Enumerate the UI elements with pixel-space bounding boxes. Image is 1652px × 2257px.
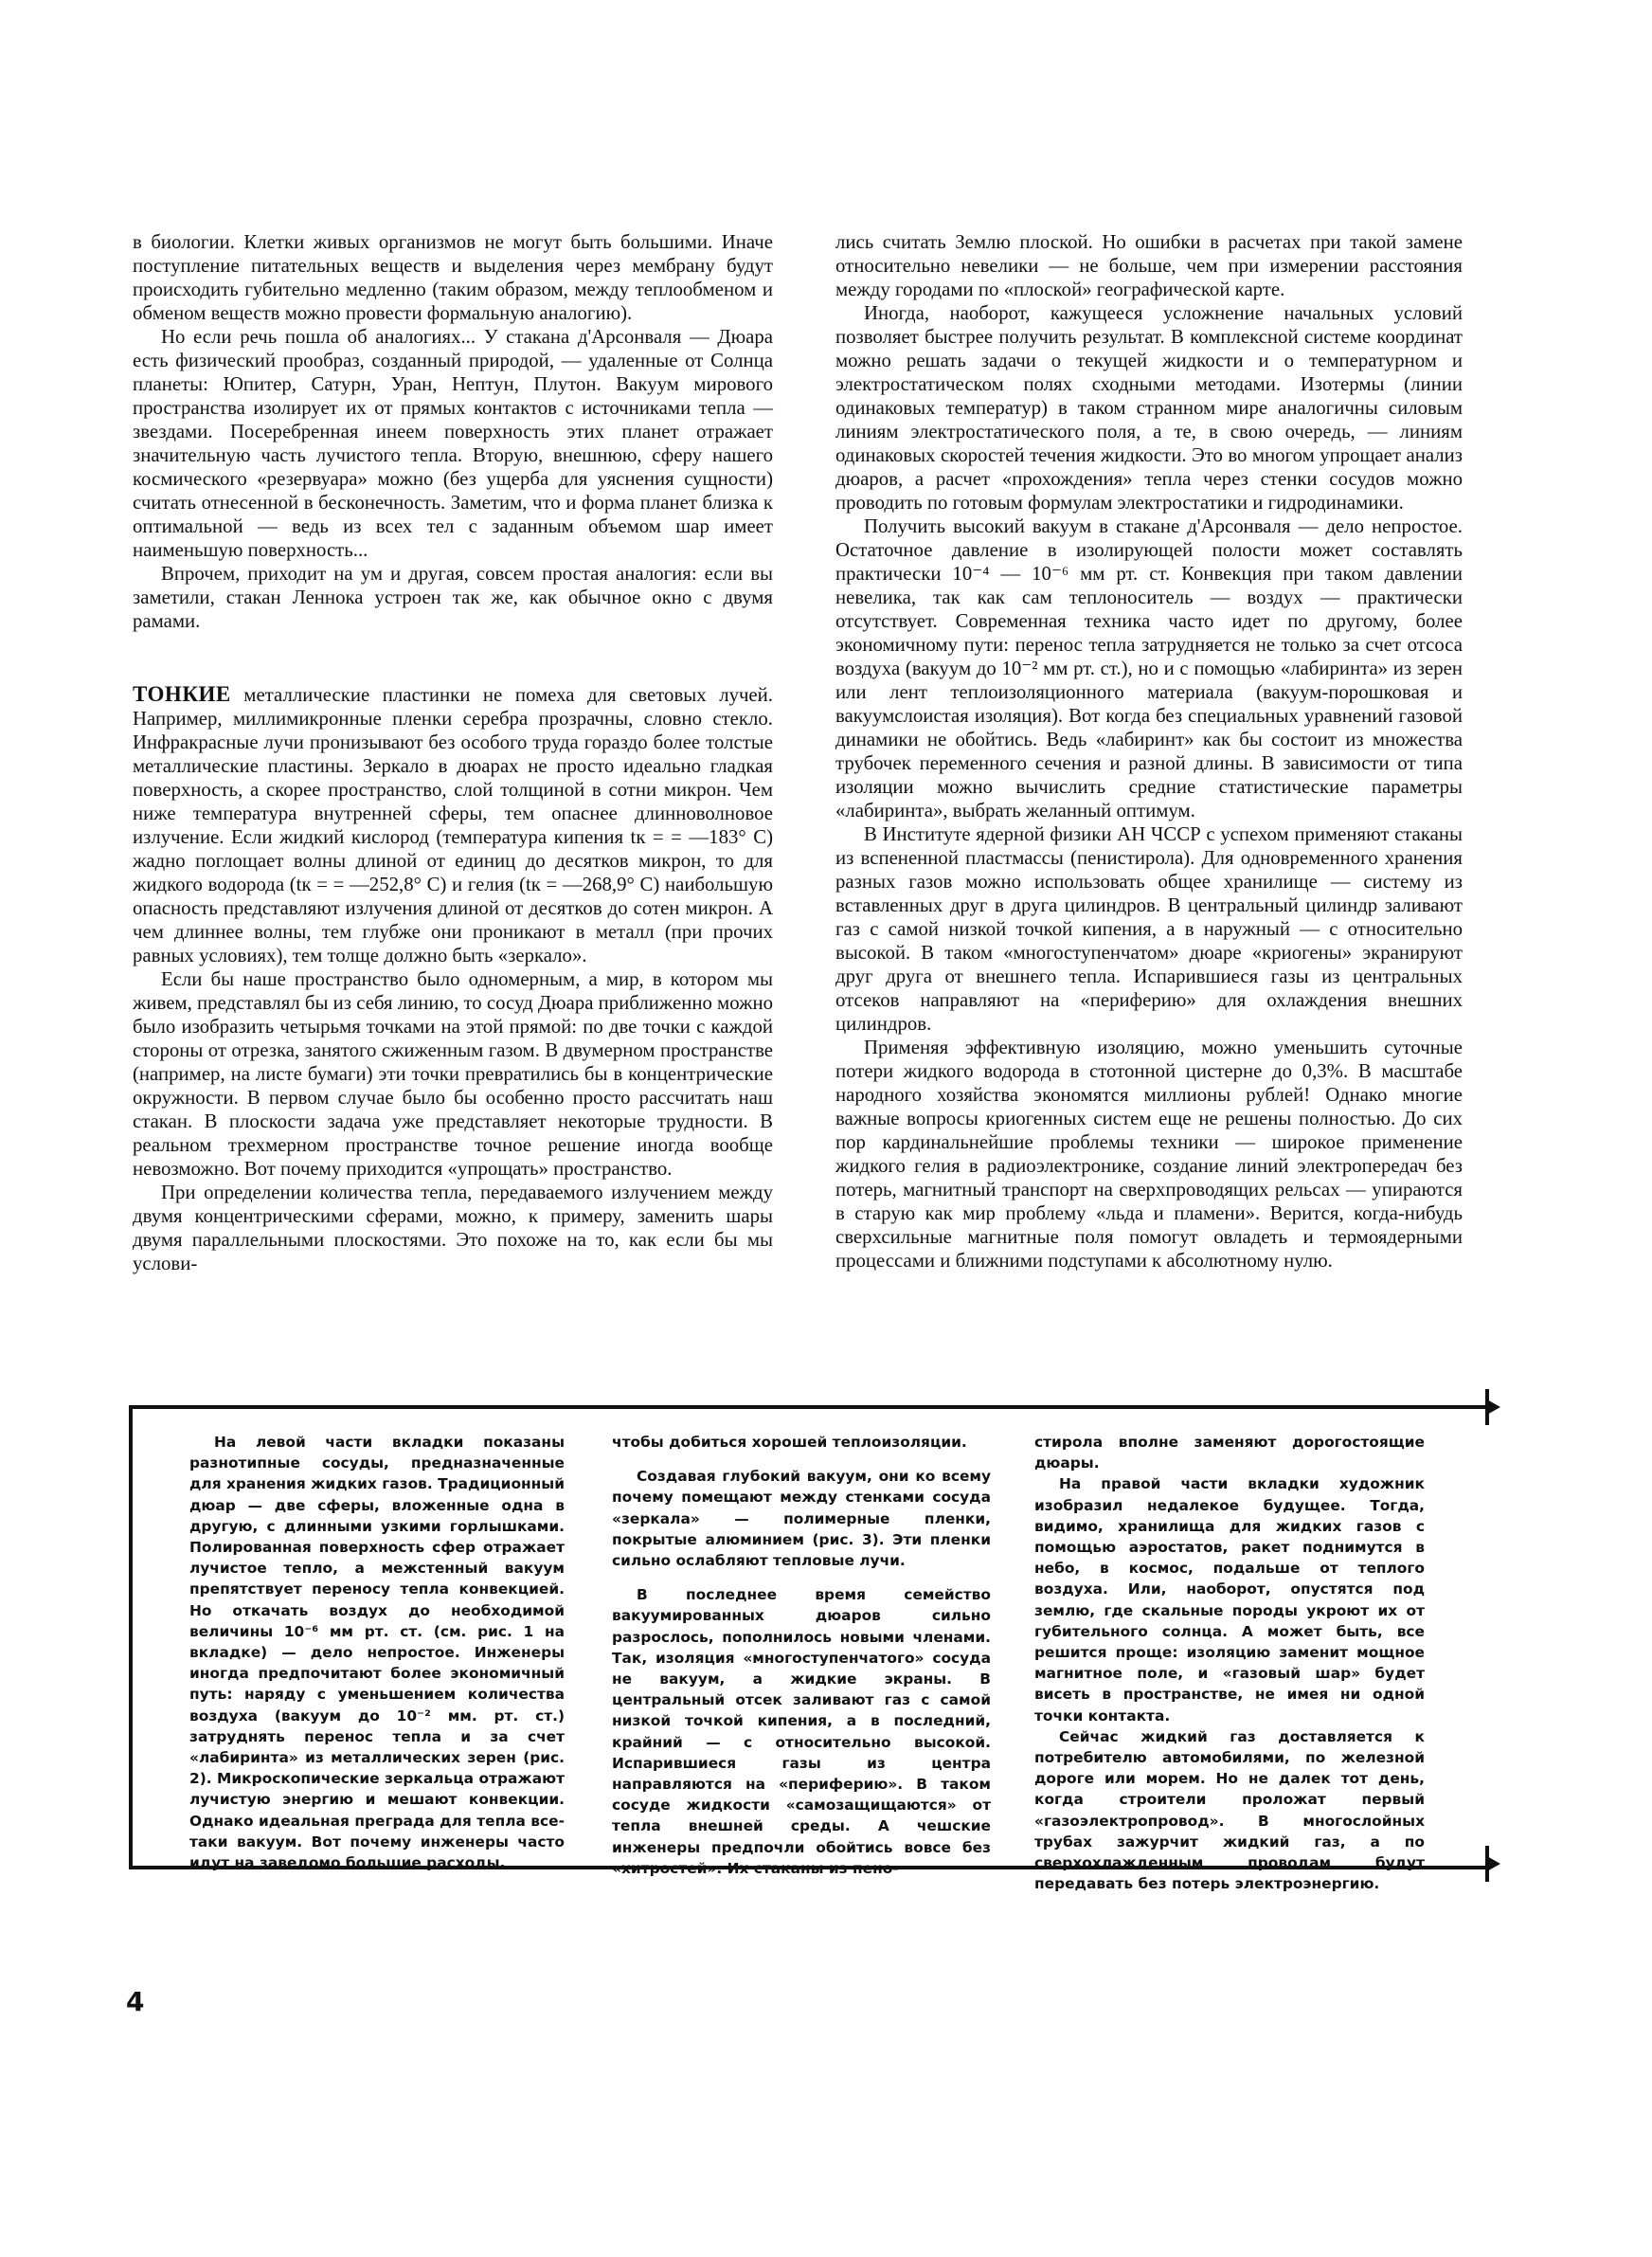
article-column-left bbox=[133, 230, 773, 1275]
section-lead-paragraph bbox=[133, 682, 773, 967]
paragraph: Применяя эффективную изоляцию, можно уменьшить суточные потери жидкого водорода в стотонной цистерне до 0,3%. В масштабе народного хозяйства экономятся миллионы рублей! Однако многие важные вопросы криогенных систем еще не решены полностью. До сих пор кардинальнейшие проблемы техники — широкое применение жидкого гелия в радиоэлектронике, создание линий электропередач без потерь, магнитный транспорт на сверхпроводящих рельсах — упираются в старую как мир проблему «льда и пламени». Верится, когда-нибудь сверхсильные магнитные поля помогут овладеть и термоядерными процессами и ближними подступами к абсолютному нулю. bbox=[835, 1037, 1463, 1272]
paragraph: Но если речь пошла об аналогиях... У стакана д'Арсонваля — Дюара есть физический прообраз, созданный природой, — удаленные от Солнца планеты: Юпитер, Сатурн, Уран, Нептун, Плутон. Вакуум мирового пространства изолирует их от прямых контактов с источниками тепла — звездами. Посеребренная инеем поверхность этих планет отражает значительную часть лучистого тепла. Вторую, внешнюю, сферу нашего космического «резервуара» можно (без ущерба для уяснения сущности) считать отнесенной в бесконечность. Заметим, что и форма планет близка к оптимальной — ведь из всех тел с заданным объемом шар имеет наименьшую поверхность... bbox=[133, 326, 773, 561]
inset-paragraph: В последнее время семейство вакуумированных дюаров сильно разрослось, пополнилось новыми членами. Так, изоляция «многоступенчатого» сосуда не вакуум, а жидкие экраны. В центральный отсек заливают газ с самой низкой точкой кипения, а в последний, крайний — с относительно высокой. Испарившиеся газы из центра направляются на «периферию». В таком сосуде жидкости «самозащищаются» от тепла внешней среды. А чешские инженеры предпочли обойтись вовсе без «хитростей». Их стаканы из пено- bbox=[612, 1586, 991, 1877]
inset-column-1 bbox=[189, 1432, 565, 1873]
paragraph: Иногда, наоборот, кажущееся усложнение начальных условий позволяет быстрее получить результат. В комплексной системе координат можно решать задачи о текущей жидкости и о температурном и электростатическом полях сходными методами. Изотермы (линии одинаковых температур) в таком странном мире аналогичны силовым линиям электростатического поля, а те, в свою очередь, — линиям одинаковых скоростей течения жидкости. Это во многом упрощает анализ дюаров, а расчет «прохождения» тепла через стенки сосудов можно проводить по готовым формулам электростатики и гидродинамики. bbox=[835, 302, 1463, 514]
paragraph: в биологии. Клетки живых организмов не могут быть большими. Иначе поступление питательных веществ и выделения через мембрану будут происходить губительно медленно (таким образом, между теплообменом и обменом веществ можно провести формальную аналогию). bbox=[133, 231, 773, 324]
arrow-right-icon bbox=[1485, 1399, 1500, 1416]
inset-column-3 bbox=[1034, 1432, 1425, 1894]
paragraph: Впрочем, приходит на ум и другая, совсем простая аналогия: если вы заметили, стакан Леннока устроен так же, как обычное окно с двумя рамами. bbox=[133, 563, 773, 632]
inset-paragraph: На правой части вкладки художник изобразил недалекое будущее. Тогда, видимо, хранилища для жидких газов с помощью аэростатов, ракет поднимутся в небо, в космос, подальше от теплого воздуха. Или, наоборот, опустятся под землю, где скальные породы укроют их от губительного солнца. А может быть, все решится проще: изоляцию заменит мощное магнитное поле, и «газовый шар» будет висеть в пространстве, не имея ни одной точки контакта. bbox=[1034, 1475, 1425, 1724]
inset-column-2 bbox=[612, 1432, 991, 1879]
paragraph: Если бы наше пространство было одномерным, а мир, в котором мы живем, представлял бы из себя линию, то сосуд Дюара приближенно можно было изобразить четырьмя точками на этой прямой: по две точки с каждой стороны от отрезка, занятого сжиженным газом. В двумерном пространстве (например, на листе бумаги) эти точки превратились бы в концентрические окружности. В первом случае было бы особенно просто рассчитать наш стакан. В плоскости задача уже представляет некоторые трудности. В реальном трехмерном пространстве точное решение иногда вообще невозможно. Вот почему приходится «упрощать» пространство. bbox=[133, 968, 773, 1180]
paragraph: Получить высокий вакуум в стакане д'Арсонваля — дело непростое. Остаточное давление в изолирующей полости может составлять практически 10⁻⁴ — 10⁻⁶ мм рт. ст. Конвекция при таком давлении невелика, так как сам теплоноситель — воздух — практически отсутствует. Современная техника часто идет по другому, более экономичному пути: перенос тепла затрудняется не только за счет отсоса воздуха (вакуум до 10⁻² мм рт. ст.), но и с помощью «лабиринта» из зерен или лент теплоизоляционного материала (вакуум-порошковая и вакуумслоистая изоляция). Вот когда без специальных уравнений газовой динамики не обойтись. Ведь «лабиринт» как бы состоит из множества трубочек переменного сечения и разной длины. В зависимости от типа изоляции можно вычислить средние статистические параметры «лабиринта», выбрать желанный оптимум. bbox=[835, 515, 1463, 822]
inset-paragraph: чтобы добиться хорошей теплоизоляции. bbox=[612, 1434, 967, 1451]
page-number: 4 bbox=[126, 1986, 145, 2017]
lead-paragraph-text: металлические пластинки не помеха для световых лучей. Например, миллимикронные пленки серебра прозрачны, словно стекло. Инфракрасные лучи пронизывают без особого труда гораздо более толстые металлические пластины. Зеркало в дюарах не просто идеально гладкая поверхность, а скорее пространство, слой толщиной в сотни микрон. Чем ниже температура внутренней сферы, тем опаснее длинноволновое излучение. Если жидкий кислород (температура кипения tк = = —183° С) жадно поглощает волны длиной от единиц до десятков микрон, то для жидкого водорода (tк = = —252,8° С) и гелия (tк = —268,9° С) наибольшую опасность представляют излучения длиной от десятков до сотен микрон. А чем длиннее волны, тем глубже они проникают в металл (при прочих равных условиях), тем толще должно быть «зеркало». bbox=[133, 684, 773, 966]
inset-paragraph: стирола вполне заменяют дорогостоящие дюары. bbox=[1034, 1434, 1425, 1472]
arrow-right-icon bbox=[1485, 1855, 1500, 1872]
paragraph: лись считать Землю плоской. Но ошибки в расчетах при такой замене относительно невелики — не больше, чем при измерении расстояния между городами по «плоской» географической карте. bbox=[835, 231, 1463, 300]
paragraph: При определении количества тепла, передаваемого излучением между двумя концентрическими сферами, можно, к примеру, заменить шары двумя параллельными плоскостями. Это похоже на то, как если бы мы услови- bbox=[133, 1182, 773, 1274]
inset-paragraph: Создавая глубокий вакуум, они ко всему почему помещают между стенками сосуда «зеркала» — полимерные пленки, покрытые алюминием (рис. 3). Эти пленки сильно ослабляют тепловые лучи. bbox=[612, 1468, 991, 1570]
article-column-right bbox=[835, 230, 1463, 1273]
paragraph: В Институте ядерной физики АН ЧССР с успехом применяют стаканы из вспененной пластмассы (пенистирола). Для одновременного хранения разных газов можно использовать общее хранилище — систему из вставленных друг в друга цилиндров. В центральный цилиндр заливают газ с самой низкой точкой кипения, а в наружный — с относительно высокой. В таком «многоступенчатом» дюаре «криогены» экранируют друг друга от внешнего тепла. Испарившиеся газы из центральных отсеков направляют на «периферию» для охлаждения внешних цилиндров. bbox=[835, 823, 1463, 1035]
inset-paragraph: На левой части вкладки показаны разнотипные сосуды, предназначенные для хранения жидких газов. Традиционный дюар — две сферы, вложенные одна в другую, с длинными узкими горлышками. Полированная поверхность сфер отражает лучистое тепло, а межстенный вакуум препятствует переносу тепла конвекцией. Но откачать воздух до необходимой величины 10⁻⁶ мм рт. ст. (см. рис. 1 на вкладке) — дело непростое. Инженеры иногда предпочитают более экономичный путь: наряду с уменьшением количества воздуха (вакуум до 10⁻² мм. рт. ст.) затруднять перенос тепла и за счет «лабиринта» из металлических зерен (рис. 2). Микроскопические зеркальца отражают лучистую энергию и мешают конвекции. Однако идеальная преграда для тепла все-таки вакуум. Вот почему инженеры часто идут на заведомо большие расходы, bbox=[189, 1434, 565, 1872]
section-spacer bbox=[133, 633, 773, 682]
inset-paragraph: Сейчас жидкий газ доставляется к потребителю автомобилями, по железной дороге или морем. Но не далек тот день, когда строители проложат первый «газоэлектропровод». В многослойных трубах зажурчит жидкий газ, а по сверхохлажденным проводам будут передавать без потерь электроэнергию. bbox=[1034, 1727, 1425, 1893]
lead-word: ТОНКИЕ bbox=[133, 682, 231, 706]
